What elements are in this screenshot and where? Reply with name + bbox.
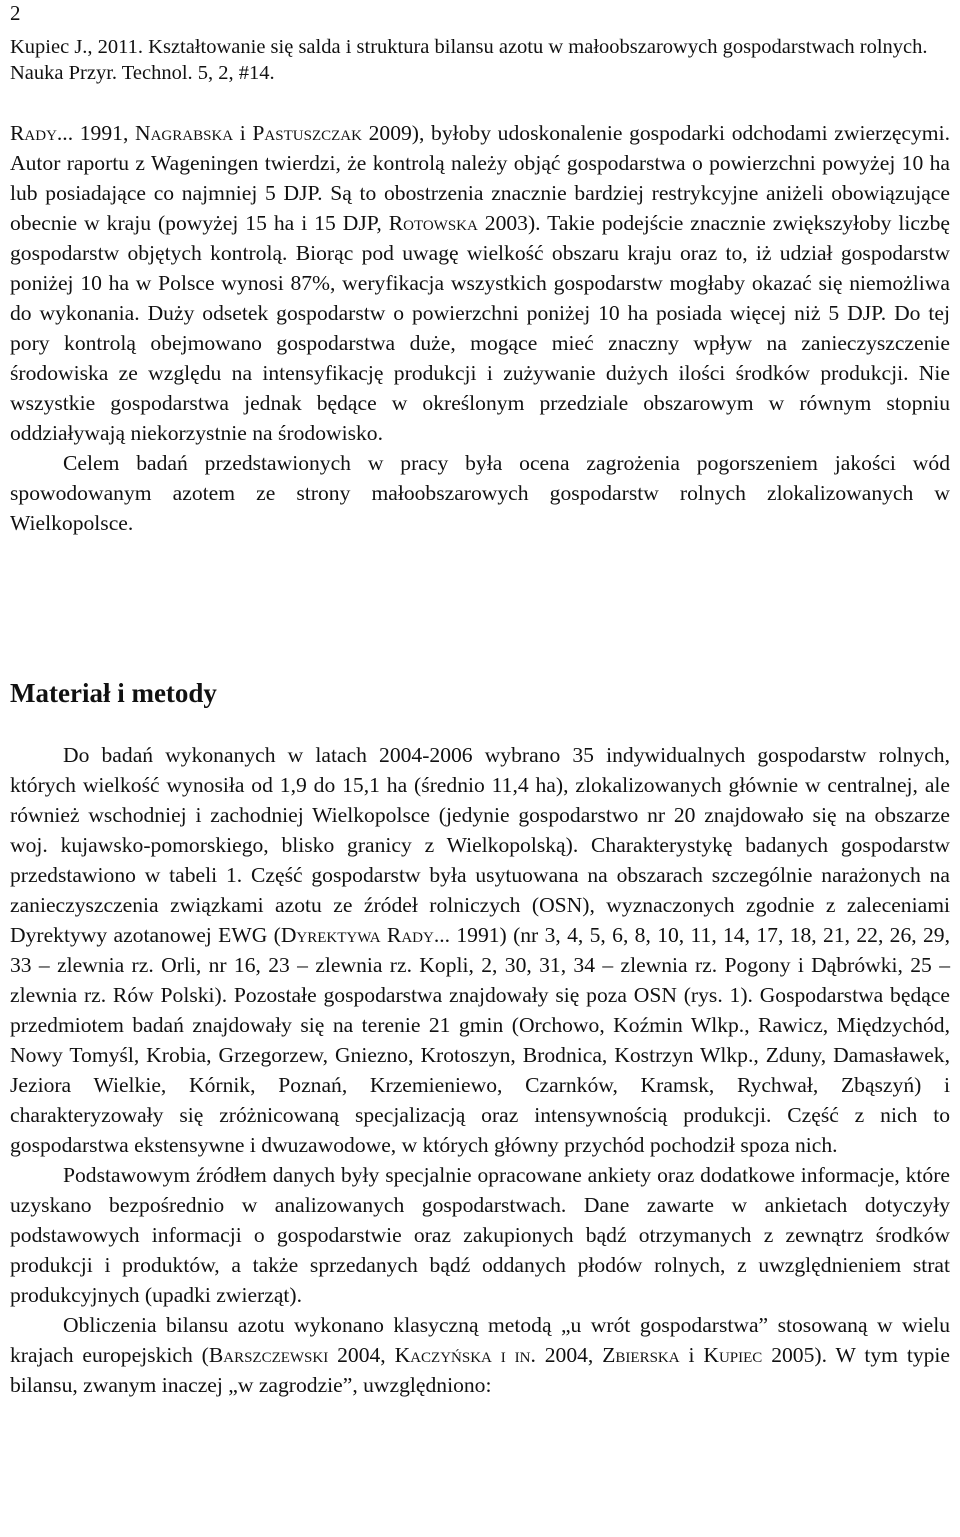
methods-text [10, 740, 950, 1400]
reference-author: Rady [386, 923, 434, 947]
intro-paragraph-2: Celem badań przedstawionych w pracy była ocena zagrożenia pogorszeniem jakości wód spowodowanym azotem ze strony małoobszarowych gospodarstw rolnych zlokalizowanych w Wielkopolsce. [10, 451, 950, 535]
reference-author: Nagrabska [135, 121, 234, 145]
paragraph-text: 2003). Takie podejście znacznie zwiększyłoby liczbę gospodarstw objętych kontrolą. Biorąc pod uwagę wielkość obszaru kraju oraz to, iż udział gospodarstw poniżej 10 ha w Polsce wynosi 87%, weryfikacja wszystkich gospodarstw mogłaby okazać się niemożliwa do wykonania. Duży odsetek gospodarstw o powierzchni poniżej 10 ha posiada więcej niż 5 DJP. Do tej pory kontrolą obejmowano gospodarstwa duże, mogące mieć znaczny wpływ na zanieczyszczenie środowiska ze względu na intensyfikację produkcji i zużywanie dużych ilości środków produkcji. Nie wszystkie gospodarstwa jednak będące w określonym przedziale obszarowym w równym stopniu oddziaływają niekorzystnie na środowisko. [10, 211, 950, 445]
paragraph-text: 2004, [535, 1343, 603, 1367]
intro-paragraph-1 [10, 118, 950, 448]
methods-paragraph-1 [10, 740, 950, 1160]
reference-author: Zbierska [602, 1343, 680, 1367]
paragraph-text: ... 1991, [56, 121, 135, 145]
reference-author: Kaczyńska i in. [394, 1343, 536, 1367]
methods-paragraph-2: Podstawowym źródłem danych były specjalnie opracowane ankiety oraz dodatkowe informacje, które uzyskano bezpośrednio w analizowanych gospodarstwach. Dane zawarte w ankietach dotyczyły podstawowych informacji o gospodarstwie oraz zakupionych bądź otrzymanych z zewnątrz środków produkcji i produktów, a także sprzedanych bądź oddanych płodów rolnych, z uwzględnieniem strat produkcyjnych (upadki zwierząt). [10, 1163, 950, 1307]
intro-text [10, 118, 950, 538]
reference-author: Kupiec [703, 1343, 763, 1367]
section-heading: Materiał i metody [10, 678, 217, 708]
reference-author: Rotowska [388, 211, 478, 235]
reference-author: Rady [10, 121, 57, 145]
paragraph-text: 2005). W tym typie bilansu, zwanym inaczej „w zagrodzie”, uwzględniono: [10, 1343, 950, 1397]
paragraph-text: 2009), byłoby udoskonalenie gospodarki odchodami zwierzęcymi. Autor raportu z Wageningen twierdzi, że kontrolą należy objąć gospodarstwa o powierzchni powyżej 10 ha lub posiadające co najmniej 5 DJP. Są to obostrzenia znacznie bardziej restrykcyjne aniżeli obowiązujące obecnie w kraju (powyżej 15 ha i 15 DJP, [10, 121, 950, 235]
citation-line-1: Kupiec J., 2011. Kształtowanie się salda i struktura bilansu azotu w małoobszarowych gospodarstwach rolnych. [10, 36, 928, 58]
citation-line-2: Nauka Przyr. Technol. 5, 2, #14. [10, 62, 275, 84]
paragraph-text: i [679, 1343, 704, 1367]
reference-author: Barszczewski [208, 1343, 329, 1367]
paragraph-text: Do badań wykonanych w latach 2004-2006 wybrano 35 indywidualnych gospodarstw rolnych, których wielkość wynosiła od 1,9 do 15,1 ha (średnio 11,4 ha), zlokalizowanych głównie w centralnej, ale również wschodniej i zachodniej Wielkopolsce (jedynie gospodarstwo nr 20 znajdowało się na obszarze woj. kujawsko-pomorskiego, blisko granicy z Wielkopolską). Charakterystykę badanych gospodarstw przedstawiono w tabeli 1. Część gospodarstw była usytuowana na obszarach szczególnie narażonych na zanieczyszczenia związkami azotu ze źródeł rolniczych (OSN), wyznaczonych zgodnie z zaleceniami Dyrektywy azotanowej EWG ( [10, 743, 950, 947]
reference-author: Dyrektywa [280, 923, 381, 947]
paragraph-text: 2004, [328, 1343, 395, 1367]
paragraph-text: i [233, 121, 253, 145]
methods-paragraph-3 [10, 1310, 950, 1400]
reference-author: Pastuszczak [252, 121, 362, 145]
paragraph-text: ... 1991) (nr 3, 4, 5, 6, 8, 10, 11, 14, 17, 18, 21, 22, 26, 29, 33 – zlewnia rz. Orli, nr 16, 23 – zlewnia rz. Kopli, 2, 30, 31, 34 – zlewnia rz. Pogony i Dąbrówki, 25 – zlewnia rz. Rów Polski). Pozostałe gospodarstwa znajdowały się poza OSN (rys. 1). Gospodarstwa będące przedmiotem badań znajdowały się na terenie 21 gmin (Orchowo, Koźmin Wlkp., Rawicz, Międzychód, Nowy Tomyśl, Krobia, Grzegorzew, Gniezno, Krotoszyn, Brodnica, Kostrzyn Wlkp., Zduny, Damasławek, Jeziora Wielkie, Kórnik, Poznań, Krzemieniewo, Czarnków, Kramsk, Rychwał, Zbąszyń) i charakteryzowały się zróżnicowaną specjalizacją oraz intensywnością produkcji. Część z nich to gospodarstwa ekstensywne i dwuzawodowe, w których główny przychód pochodził spoza nich. [10, 923, 950, 1157]
citation-header [10, 34, 950, 86]
paragraph-text: Obliczenia bilansu azotu wykonano klasyczną metodą „u wrót gospodarstwa” stosowaną w wielu krajach europejskich ( [10, 1313, 950, 1367]
page-number: 2 [10, 1, 21, 25]
